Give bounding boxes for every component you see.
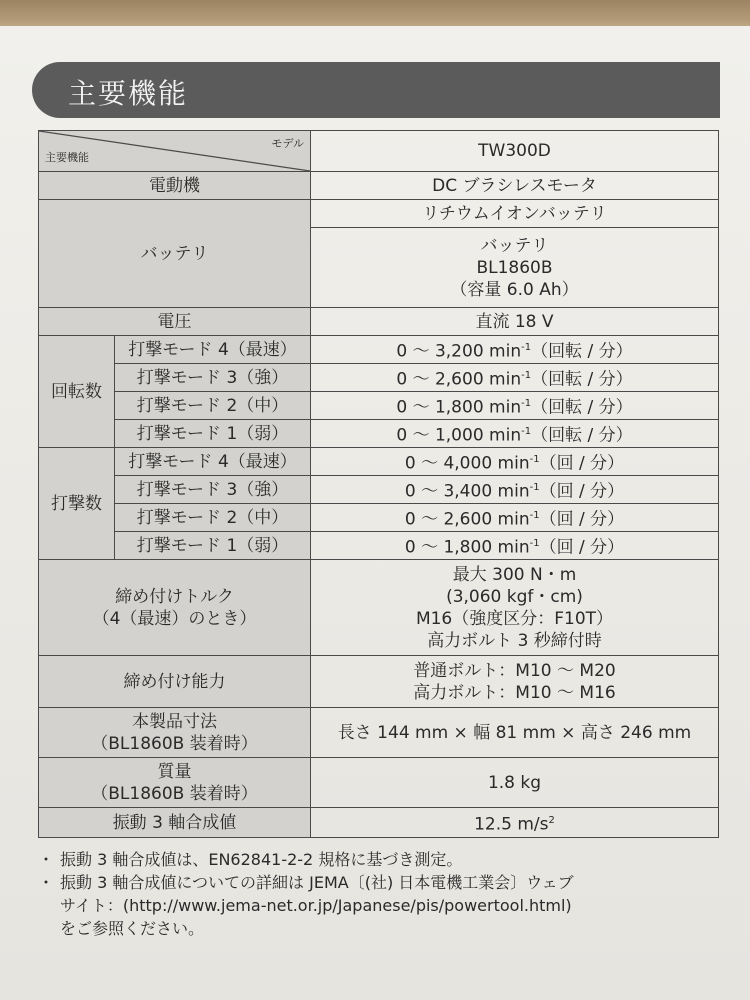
- note-2-line-1: 振動 3 軸合成値についての詳細は JEMA〔(社) 日本電機工業会〕ウェブ: [60, 873, 574, 892]
- battery-model-cell: [311, 228, 719, 308]
- weight-condition: （BL1860B 装着時）: [91, 783, 258, 804]
- vibration-label: 振動 3 軸合成値: [39, 808, 311, 838]
- table-row-impact-1: [39, 532, 719, 560]
- dimensions-condition: （BL1860B 装着時）: [91, 733, 258, 754]
- note-jema: [38, 871, 728, 940]
- impact-exponent: -1: [529, 509, 540, 521]
- impact-mode-label: 打撃モード 4（最速）: [115, 448, 311, 476]
- impact-mode-label: 打撃モード 3（強）: [115, 476, 311, 504]
- rotation-mode-label: 打撃モード 2（中）: [115, 392, 311, 420]
- vibration-value-cell: [311, 808, 719, 838]
- impact-group-label: 打撃数: [39, 448, 115, 560]
- vibration-exponent: 2: [548, 814, 555, 826]
- rotation-unit: （回転 / 分）: [531, 425, 633, 446]
- impact-exponent: -1: [529, 453, 540, 465]
- battery-line-3: （容量 6.0 Ah）: [450, 279, 579, 300]
- rotation-mode-label: 打撃モード 1（弱）: [115, 420, 311, 448]
- table-row-impact-4: [39, 448, 719, 476]
- table-row-rotation-1: [39, 420, 719, 448]
- note-1-text: 振動 3 軸合成値は、EN62841-2-2 規格に基づき測定。: [60, 850, 463, 869]
- impact-unit: （回 / 分）: [539, 453, 625, 474]
- battery-type-value: リチウムイオンバッテリ: [311, 200, 719, 228]
- torque-line-1: 最大 300 N・m: [452, 564, 577, 585]
- table-row-capacity: [39, 656, 719, 708]
- rotation-mode-label: 打撃モード 4（最速）: [115, 336, 311, 364]
- motor-label: 電動機: [39, 172, 311, 200]
- header-corner-cell: [39, 131, 311, 172]
- table-row-rotation-3: [39, 364, 719, 392]
- torque-condition: （4（最速）のとき）: [92, 608, 257, 629]
- impact-value: [311, 504, 719, 532]
- dimensions-label-cell: [39, 708, 311, 758]
- bullet-glyph: ・: [38, 850, 55, 869]
- weight-value: 1.8 kg: [311, 758, 719, 808]
- voltage-value: 直流 18 V: [311, 308, 719, 336]
- note-2-line-3: をご参照ください。: [60, 919, 205, 938]
- torque-line-4: 高力ボルト 3 秒締付時: [427, 630, 602, 651]
- impact-mode-label: 打撃モード 2（中）: [115, 504, 311, 532]
- table-row-weight: [39, 758, 719, 808]
- voltage-label: 電圧: [39, 308, 311, 336]
- battery-line-2: BL1860B: [476, 257, 553, 278]
- table-row-dimensions: [39, 708, 719, 758]
- impact-value: [311, 532, 719, 560]
- impact-mode-label: 打撃モード 1（弱）: [115, 532, 311, 560]
- bullet-glyph: ・: [38, 873, 55, 892]
- weight-label-cell: [39, 758, 311, 808]
- vibration-value: 12.5 m/s: [474, 814, 549, 835]
- table-row-vibration: [39, 808, 719, 838]
- impact-value: [311, 476, 719, 504]
- rotation-speed: 0 ～ 2,600 min: [396, 369, 522, 390]
- impact-unit: （回 / 分）: [539, 509, 625, 530]
- dimensions-value: 長さ 144 mm × 幅 81 mm × 高さ 246 mm: [311, 708, 719, 758]
- note-2-line-2: サイト：(http://www.jema-net.or.jp/Japanese/pis/powertool.html): [60, 896, 572, 915]
- capacity-line-2: 高力ボルト：M10 ～ M16: [413, 682, 616, 703]
- table-row-torque: [39, 560, 719, 656]
- capacity-value-cell: [311, 656, 719, 708]
- impact-rate: 0 ～ 1,800 min: [404, 537, 530, 558]
- rotation-value: [311, 364, 719, 392]
- torque-line-3: M16（強度区分：F10T）: [415, 608, 614, 629]
- rotation-value: [311, 336, 719, 364]
- rotation-speed: 0 ～ 3,200 min: [396, 341, 522, 362]
- dimensions-label: 本製品寸法: [132, 711, 217, 732]
- capacity-line-1: 普通ボルト：M10 ～ M20: [413, 660, 616, 681]
- table-row-impact-2: [39, 504, 719, 532]
- table-row-rotation-2: [39, 392, 719, 420]
- rotation-speed: 0 ～ 1,800 min: [396, 397, 522, 418]
- rotation-exponent: -1: [521, 341, 532, 353]
- section-header-bar: [32, 62, 720, 118]
- table-row-voltage: [39, 308, 719, 336]
- table-row-motor: [39, 172, 719, 200]
- impact-unit: （回 / 分）: [539, 481, 625, 502]
- rotation-unit: （回転 / 分）: [531, 369, 633, 390]
- rotation-value: [311, 392, 719, 420]
- section-title: 主要機能: [68, 77, 189, 110]
- rotation-value: [311, 420, 719, 448]
- table-row-rotation-4: [39, 336, 719, 364]
- table-row-header: [39, 131, 719, 172]
- impact-exponent: -1: [529, 481, 540, 493]
- impact-rate: 0 ～ 2,600 min: [404, 509, 530, 530]
- battery-label: バッテリ: [39, 200, 311, 308]
- table-row-battery-type: [39, 200, 719, 228]
- capacity-label: 締め付け能力: [39, 656, 311, 708]
- rotation-speed: 0 ～ 1,000 min: [396, 425, 522, 446]
- impact-rate: 0 ～ 4,000 min: [404, 453, 530, 474]
- rotation-exponent: -1: [521, 425, 532, 437]
- impact-value: [311, 448, 719, 476]
- torque-label-cell: [39, 560, 311, 656]
- rotation-group-label: 回転数: [39, 336, 115, 448]
- weight-label: 質量: [157, 761, 192, 782]
- motor-value: DC ブラシレスモータ: [311, 172, 719, 200]
- note-measurement: [38, 848, 728, 871]
- rotation-unit: （回転 / 分）: [531, 341, 633, 362]
- rotation-mode-label: 打撃モード 3（強）: [115, 364, 311, 392]
- model-name: TW300D: [311, 131, 719, 172]
- rotation-exponent: -1: [521, 397, 532, 409]
- torque-line-2: (3,060 kgf・cm): [446, 586, 583, 607]
- notes-block: [38, 848, 728, 940]
- table-row-impact-3: [39, 476, 719, 504]
- header-model-label: モデル: [271, 137, 304, 150]
- battery-line-1: バッテリ: [480, 235, 549, 256]
- header-function-label: 主要機能: [45, 151, 89, 164]
- torque-value-cell: [311, 560, 719, 656]
- rotation-unit: （回転 / 分）: [531, 397, 633, 418]
- torque-label: 締め付けトルク: [115, 586, 234, 607]
- spec-table: [38, 130, 719, 838]
- impact-exponent: -1: [529, 537, 540, 549]
- rotation-exponent: -1: [521, 369, 532, 381]
- impact-unit: （回 / 分）: [539, 537, 625, 558]
- impact-rate: 0 ～ 3,400 min: [404, 481, 530, 502]
